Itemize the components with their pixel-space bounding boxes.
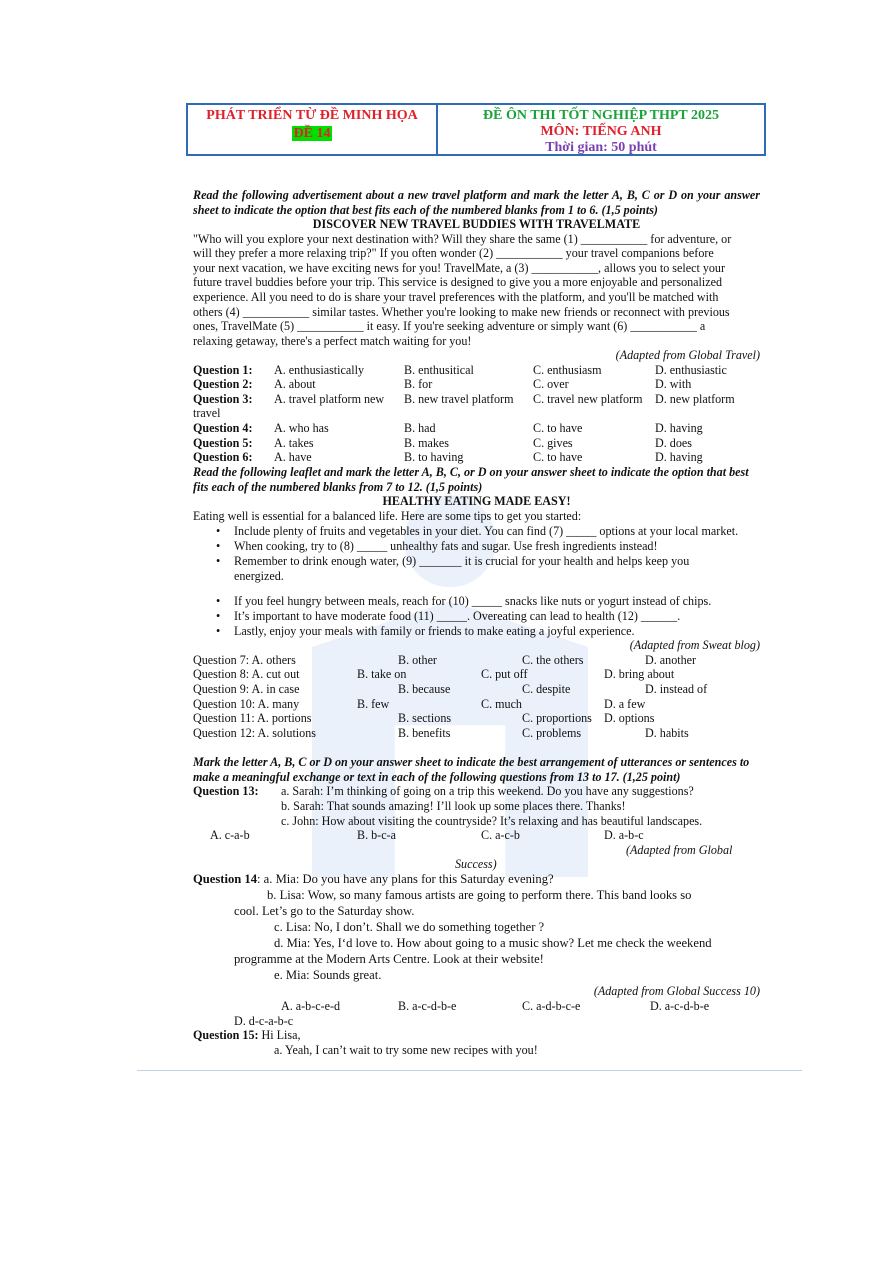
passage-line: future travel buddies before your trip. This service is designed to give you a more enjoyable and personalized <box>193 275 723 289</box>
section2-source: (Adapted from Sweat blog) <box>629 638 760 652</box>
q13-source: (Adapted from Global <box>626 843 733 857</box>
exchange-line: programme at the Modern Arts Centre. Look at their website! <box>234 952 544 966</box>
option-a: Question 11: A. portions <box>193 711 312 725</box>
option-b: B. to having <box>404 450 464 464</box>
option-a: A. enthusiastically <box>274 363 365 377</box>
option-b: B. had <box>404 421 436 435</box>
question-label: Question 5: <box>193 436 253 450</box>
passage-line: ones, TravelMate (5) ___________ it easy. If you're seeking adventure or simply want (6) ___________ a <box>193 319 706 333</box>
option-c: C. gives <box>533 436 573 450</box>
exchange-line: cool. Let’s go to the Saturday show. <box>234 904 415 918</box>
option-c: C. enthusiasm <box>533 363 602 377</box>
tip-item: • If you feel hungry between meals, reach for (10) _____ snacks like nuts or yogurt instead of chips. <box>234 594 711 609</box>
exchange-line: e. Mia: Sounds great. <box>274 968 382 982</box>
option-d: D. another <box>645 653 697 667</box>
header-right-cell <box>438 105 764 154</box>
question-label: Question 2: <box>193 377 253 391</box>
question-label: Question 13: <box>193 784 259 798</box>
option-a: A. have <box>274 450 312 464</box>
header-exam-number: ĐỀ 14 <box>293 126 331 141</box>
option-a: A. about <box>274 377 316 391</box>
exchange-line: b. Lisa: Wow, so many famous artists are going to perform there. This band looks so <box>267 888 692 902</box>
option-extra: D. d-c-a-b-c <box>234 1014 294 1028</box>
option-c: C. proportions <box>522 711 592 725</box>
section1-title: DISCOVER NEW TRAVEL BUDDIES WITH TRAVELMATE <box>312 217 641 231</box>
option-b: B. sections <box>398 711 452 725</box>
exchange-line: b. Sarah: That sounds amazing! I’ll look up some places there. Thanks! <box>281 799 626 813</box>
option-d: D. does <box>655 436 692 450</box>
option-b: B. few <box>357 697 390 711</box>
option-d: D. new platform <box>655 392 735 406</box>
option-d: D. habits <box>645 726 689 740</box>
option-c: C. put off <box>481 667 528 681</box>
section3-instruction: Mark the letter A, B, C or D on your answer sheet to indicate the best arrangement of utterances or sentences to make a meaningful exchange or text in each of the following questions from 13 to 17. (1,25 point) <box>193 755 750 784</box>
exchange-line: c. John: How about visiting the countryside? It’s relaxing and has beautiful landscapes. <box>281 814 703 828</box>
option-wrap: travel <box>193 406 221 420</box>
question-label: Question 4: <box>193 421 253 435</box>
option-c: C. problems <box>522 726 582 740</box>
section1-instruction: Read the following advertisement about a new travel platform and mark the letter A, B, C or D on your answer sheet to indicate the option that best fits each of the numbered blanks from 1 to 6. (1,5 points) <box>193 188 760 217</box>
option-c: C. a-c-b <box>481 828 520 842</box>
passage-line: relaxing getaway, there's a perfect match waiting for you! <box>193 334 472 348</box>
section2-intro: Eating well is essential for a balanced life. Here are some tips to get you started: <box>193 509 582 523</box>
passage-line: experience. All you need to do is share your travel preferences with the platform, and you'll be matched with <box>193 290 719 304</box>
option-c: C. the others <box>522 653 584 667</box>
tip-item: • When cooking, try to (8) _____ unhealthy fats and sugar. Use fresh ingredients instead! <box>234 539 658 554</box>
passage-line: "Who will you explore your next destination with? Will they share the same (1) ___________ for adventure, or <box>193 232 732 246</box>
option-a: Question 10: A. many <box>193 697 300 711</box>
question-label: Question 14 <box>193 872 258 886</box>
passage-line: your next vacation, we have exciting news for you! TravelMate, a (3) ___________, allows you to select your <box>193 261 726 275</box>
option-b: B. a-c-d-b-e <box>398 999 457 1013</box>
tip-item-wrap: energized. <box>234 569 284 583</box>
option-c: C. despite <box>522 682 571 696</box>
exchange-line: : a. Mia: Do you have any plans for this Saturday evening? <box>257 872 554 886</box>
header-subject: MÔN: TIẾNG ANH <box>540 124 662 139</box>
option-b: B. enthusitical <box>404 363 474 377</box>
header-left-cell <box>188 105 438 154</box>
option-d: D. enthusiastic <box>655 363 727 377</box>
option-a: A. who has <box>274 421 329 435</box>
option-c: C. much <box>481 697 522 711</box>
header-exam-title: ĐỀ ÔN THI TỐT NGHIỆP THPT 2025 <box>483 108 719 123</box>
tip-item: • Remember to drink enough water, (9) _______ it is crucial for your health and helps keep you <box>234 554 689 569</box>
header-origin: PHÁT TRIỂN TỪ ĐỀ MINH HỌA <box>206 108 418 123</box>
header-time: Thời gian: 50 phút <box>545 140 657 155</box>
option-c: C. travel new platform <box>533 392 643 406</box>
section1-source: (Adapted from Global Travel) <box>615 348 760 362</box>
option-d: D. with <box>655 377 692 391</box>
tip-item: • It’s important to have moderate food (11) _____. Overeating can lead to health (12) ______. <box>234 609 680 624</box>
exchange-line: c. Lisa: No, I don’t. Shall we do something together ? <box>274 920 545 934</box>
letter-line: a. Yeah, I can’t wait to try some new recipes with you! <box>274 1043 538 1057</box>
option-c: C. to have <box>533 450 583 464</box>
option-c: C. a-d-b-c-e <box>522 999 581 1013</box>
option-a: A. c-a-b <box>210 828 250 842</box>
option-a: Question 8: A. cut out <box>193 667 300 681</box>
option-a: A. a-b-c-e-d <box>281 999 341 1013</box>
q14-source: (Adapted from Global Success 10) <box>593 984 760 998</box>
option-b: B. for <box>404 377 433 391</box>
option-a: Question 9: A. in case <box>193 682 300 696</box>
question-label: Question 3: <box>193 392 253 406</box>
option-b: B. other <box>398 653 437 667</box>
option-d: D. a-c-d-b-e <box>650 999 710 1013</box>
option-a: Question 7: A. others <box>193 653 296 667</box>
option-d: D. having <box>655 450 703 464</box>
option-c: C. over <box>533 377 569 391</box>
option-b: B. because <box>398 682 451 696</box>
section2-title: HEALTHY EATING MADE EASY! <box>382 494 571 508</box>
question-label: Question 6: <box>193 450 253 464</box>
exchange-line: d. Mia: Yes, I‘d love to. How about going to a music show? Let me check the weekend <box>274 936 712 950</box>
exam-header <box>186 103 766 156</box>
option-b: B. benefits <box>398 726 451 740</box>
option-b: B. take on <box>357 667 407 681</box>
option-d: D. a-b-c <box>604 828 644 842</box>
option-a: A. travel platform new <box>274 392 385 406</box>
option-a: Question 12: A. solutions <box>193 726 316 740</box>
option-b: B. b-c-a <box>357 828 396 842</box>
option-d: D. bring about <box>604 667 675 681</box>
question-label: Question 1: <box>193 363 253 377</box>
page-divider <box>137 1070 802 1071</box>
option-b: B. makes <box>404 436 450 450</box>
q15-first-line <box>193 1028 301 1043</box>
option-a: A. takes <box>274 436 314 450</box>
question-label: Question 15: <box>193 1028 259 1042</box>
option-b: B. new travel platform <box>404 392 514 406</box>
passage-line: others (4) ___________ similar tastes. Whether you're looking to make new friends or reconnect with previous <box>193 305 730 319</box>
tip-item: • Include plenty of fruits and vegetables in your diet. You can find (7) _____ options at your local market. <box>234 524 738 539</box>
option-d: D. having <box>655 421 703 435</box>
option-d: D. a few <box>604 697 646 711</box>
option-d: D. instead of <box>645 682 708 696</box>
section2-instruction: Read the following leaflet and mark the letter A, B, C, or D on your answer sheet to indicate the option that best fits each of the numbered blanks from 7 to 12. (1,5 points) <box>193 465 749 494</box>
passage-line: will they prefer a more relaxing trip?" If you often wonder (2) ___________ your travel companions before <box>193 246 714 260</box>
q14-first-line <box>193 872 554 887</box>
option-d: D. options <box>604 711 655 725</box>
exchange-line: a. Sarah: I’m thinking of going on a trip this weekend. Do you have any suggestions? <box>281 784 694 798</box>
option-c: C. to have <box>533 421 583 435</box>
tip-item: • Lastly, enjoy your meals with family or friends to make eating a joyful experience. <box>234 624 635 639</box>
q13-source-wrap: Success) <box>455 857 497 871</box>
letter-greeting: Hi Lisa, <box>258 1028 301 1042</box>
